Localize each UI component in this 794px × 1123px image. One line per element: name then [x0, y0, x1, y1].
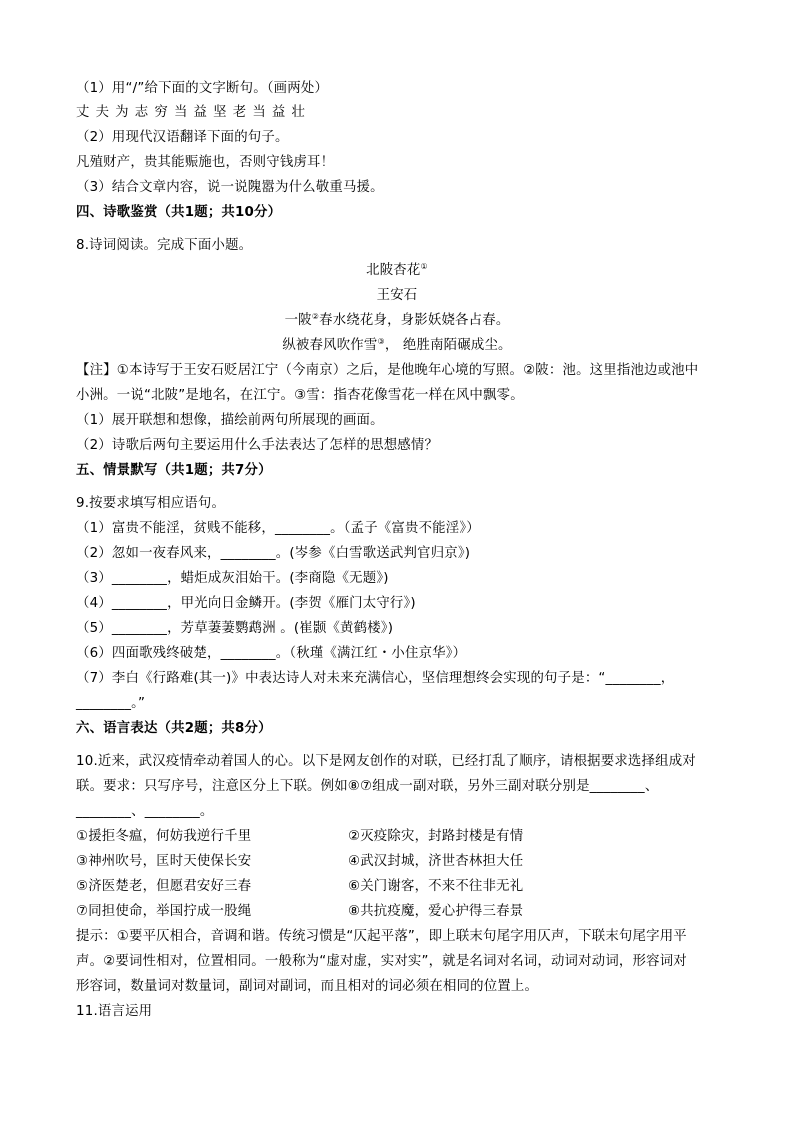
poem-line-2: 纵被春风吹作雪③， 绝胜南陌碾成尘。: [282, 337, 512, 353]
couplet-left: ⑤济医楚老，但愿君安好三春: [76, 879, 252, 894]
q9-item-continued: ________。”: [76, 696, 146, 711]
poem-note-line-2: 小洲。一说“北陂”是地名，在江宁。③雪：指杏花像雪花一样在风中飘零。: [76, 388, 524, 403]
q10-tip-line-3: 形容词，数量词对数量词，副词对副词，而且相对的词必须在相同的位置上。: [76, 979, 539, 994]
q7-sub1: （1）用“/”给下面的文字断句。（画两处）: [76, 81, 329, 96]
q10-tip-line-1: 提示：①要平仄相合，音调和谐。传统习惯是“仄起平落”，即上联末句尾字用仄声，下联末句尾字用平: [76, 929, 687, 944]
section5-heading: 五、情景默写（共1题；共7分）: [76, 463, 272, 478]
q8-stem: 8.诗词阅读。完成下面小题。: [76, 238, 253, 253]
q8-sub2: （2）诗歌后两句主要运用什么手法表达了怎样的思想感情？: [76, 438, 439, 453]
note-mark-2: ②: [311, 312, 320, 321]
poem-author: 王安石: [376, 288, 418, 303]
note-mark-3: ③: [377, 337, 385, 346]
q9-item: （2）忽如一夜春风来，________。(岑参《白雪歌送武判官归京》): [76, 546, 471, 561]
section6-heading: 六、语言表达（共2题；共8分）: [76, 721, 272, 736]
q9-item: （6）四面歌残终破楚，________。（秋瑾《满江红・小住京华》）: [76, 646, 467, 661]
note-mark-1: ①: [420, 262, 428, 271]
q9-stem: 9.按要求填写相应语句。: [76, 496, 226, 511]
q7-sub2: （2）用现代汉语翻译下面的句子。: [76, 130, 289, 145]
poem-line-1: 一陂②春水绕花身，身影妖娆各占春。: [284, 312, 510, 328]
couplet-left: ①援拒冬瘟，何妨我逆行千里: [76, 829, 252, 844]
couplet-left: ⑦同担使命，举国拧成一股绳: [76, 904, 252, 919]
q11-stem: 11.语言运用: [76, 1004, 153, 1019]
q7-sub3: （3）结合文章内容，说一说隗嚣为什么敬重马援。: [76, 180, 384, 195]
q9-item: （1）富贵不能淫，贫贱不能移，________。（孟子《富贵不能淫》）: [76, 521, 480, 536]
q9-item: （4）________，甲光向日金鳞开。(李贺《雁门太守行》): [76, 596, 416, 611]
q7-translate-sentence: 凡殖财产，贵其能赈施也，否则守钱虏耳！: [76, 155, 335, 170]
couplet-right: ④武汉封城，济世杏林担大任: [348, 854, 524, 869]
q10-line-2: 联。要求：只写序号，注意区分上下联。例如⑧⑦组成一副对联，另外三副对联分别是________、: [76, 779, 659, 794]
poem-title: 北陂杏花①: [366, 262, 428, 278]
q8-sub1: （1）展开联想和想像，描绘前两句所展现的画面。: [76, 413, 384, 428]
couplet-right: ⑥关门谢客，不来不往非无礼: [348, 879, 524, 894]
poem-note-line-1: 【注】①本诗写于王安石贬居江宁（今南京）之后，是他晚年心境的写照。②陂：池。这里指池边或池中: [76, 363, 699, 378]
couplet-right: ②灭疫除灾，封路封楼是有情: [348, 829, 524, 844]
couplet-right: ⑧共抗疫魔，爱心护得三春景: [348, 904, 524, 919]
couplet-left: ③神州吹号，匡时天使保长安: [76, 854, 252, 869]
q10-line-1: 10.近来，武汉疫情牵动着国人的心。以下是网友创作的对联，已经打乱了顺序，请根据要求选择组成对: [76, 754, 696, 769]
q9-item: （5）________，芳草萋萋鹦鹉洲 。(崔颢《黄鹤楼》): [76, 621, 394, 636]
q10-line-3: ________、________。: [76, 804, 214, 819]
q9-item: （7）李白《行路难(其一)》中表达诗人对未来充满信心，坚信理想终会实现的句子是：“________，: [76, 671, 675, 686]
q9-item: （3）________，蜡炬成灰泪始干。(李商隐《无题》): [76, 571, 389, 586]
q10-tip-line-2: 声。②要词性相对，位置相同。一般称为“虚对虚，实对实”，就是名词对名词，动词对动词，形容词对: [76, 954, 687, 969]
q7-punctuation-sentence: 丈夫为志穷当益坚老当益壮: [76, 105, 312, 120]
section4-heading: 四、诗歌鉴赏（共1题；共10分）: [76, 205, 282, 220]
